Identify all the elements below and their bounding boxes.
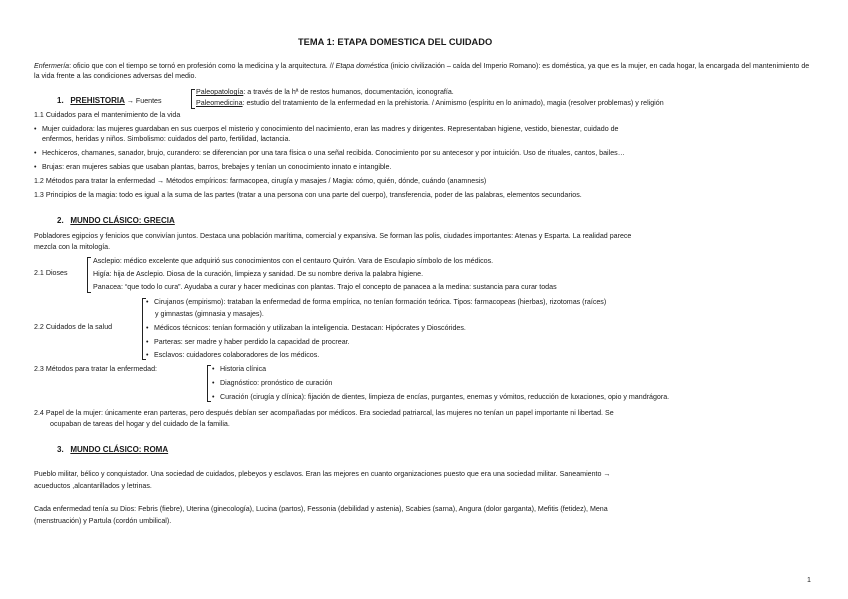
subsection-2-1: 2.1 Dioses (34, 269, 68, 277)
grecia-paragraph-cont: mezcla con la mitología. (34, 243, 111, 251)
dios-asclepio: Asclepio: médico excelente que adquirió sus conocimientos con el centauro Quirón. Vara de Esculapio símbolo de los médicos. (93, 257, 494, 265)
grecia-paragraph: Pobladores egipcios y fenicios que convivían juntos. Destaca una población marítima, comercial y expansiva. Se forman las polis, ciudades importantes: Atenas y Esparta. La realidad parece (34, 232, 632, 240)
metodo-diagnostico: • Diagnóstico: pronóstico de curación (212, 379, 333, 387)
list-item-cont: enfermos, heridas y niños. Simbolismo: cuidados del parto, fertilidad, lactancia. (42, 135, 291, 143)
subsection-2-4-cont: ocupaban de tareas del hogar y del cuidado de la familia. (50, 420, 230, 428)
subsection-2-3: 2.3 Métodos para tratar la enfermedad: (34, 365, 158, 373)
cuidado-cirujanos: • Cirujanos (empirismo): trataban la enfermedad de forma empírica, no tenían formación teórica. Tipos: farmacopeas (hierbas), rizotomas (raíces) (146, 298, 607, 306)
list-item: • Brujas: eran mujeres sabias que usaban plantas, barros, brebajes y tenían un conocimiento innato e intangible. (34, 163, 392, 171)
intro-term: Enfermería (34, 62, 70, 70)
subsection-2-2: 2.2 Cuidados de la salud (34, 323, 113, 331)
subsection-1-1: 1.1 Cuidados para el mantenimiento de la vida (34, 111, 181, 119)
cuidado-medicos: • Médicos técnicos: tenían formación y utilizaban la inteligencia. Destacan: Hipócrates y Dioscórides. (146, 324, 466, 332)
cuidado-cirujanos-cont: y gimnastas (gimnasia y masajes). (155, 310, 264, 318)
roma-dioses-paragraph-cont: (menstruación) y Partula (cordón umbilical). (34, 517, 172, 525)
section-3-heading: 3. MUNDO CLÁSICO: ROMA (57, 445, 169, 454)
dios-panacea: Panacea: “que todo lo cura”. Ayudaba a curar y hacer medicinas con plantas. Trajo el concepto de panacea a la medina: sustancia para curar todas (93, 283, 557, 291)
intro-paragraph: Enfermería: oficio que con el tiempo se tornó en profesión como la medicina y la arquitectura. // Etapa doméstica (inicio civilización – caída del Imperio Romano): es doméstica, ya que es la mujer, en cada hogar, la encargada del mantenimiento de la vida frente a las condiciones adversas del medio. (34, 62, 810, 81)
subsection-1-3: 1.3 Principios de la magia: todo es igual a la suma de las partes (tratar a una persona con una parte del cuerpo), transferencia, poder de las palabras, elementos secundarios. (34, 191, 582, 199)
cuidado-esclavos: • Esclavos: cuidadores colaboradores de los médicos. (146, 351, 320, 359)
fuentes-brace (191, 89, 195, 109)
fuente-paleomedicina: Paleomedicina: estudio del tratamiento de la enfermedad en la prehistoria. / Animismo (espíritu en lo animado), magia (resolver problemas) y religión (196, 99, 664, 107)
metodos-brace (207, 365, 211, 402)
section-2-heading: 2. MUNDO CLÁSICO: GRECIA (57, 216, 175, 225)
page-title: TEMA 1: ETAPA DOMESTICA DEL CUIDADO (298, 37, 493, 47)
roma-paragraph-cont: acueductos ,alcantarillados y letrinas. (34, 482, 152, 490)
metodo-curacion: • Curación (cirugía y clínica): fijación de dientes, limpieza de encías, purgantes, enemas y vómitos, reducción de luxaciones, opio y mandrágora. (212, 393, 670, 401)
cuidado-parteras: • Parteras: ser madre y haber perdido la capacidad de procrear. (146, 338, 350, 346)
fuente-paleopatologia: Paleopatología: a través de la hª de restos humanos, documentación, iconografía. (196, 88, 454, 96)
dios-higia: Higía: hija de Asclepio. Diosa de la curación, limpieza y sanidad. De su nombre deriva la palabra higiene. (93, 270, 424, 278)
section-1-heading: 1. PREHISTORIA → Fuentes (57, 96, 162, 105)
subsection-2-4: 2.4 Papel de la mujer: únicamente eran parteras, pero después debían ser acompañadas por médicos. Era sociedad patriarcal, las mujeres no tenían un papel importante ni libertad. Se (34, 409, 614, 417)
list-item: • Mujer cuidadora: las mujeres guardaban en sus cuerpos el misterio y conocimiento del nacimiento, eran las madres y dirigentes. Representaban higiene, vestido, bienestar, cuidado de (34, 125, 619, 133)
list-item: • Hechiceros, chamanes, sanador, brujo, curandero: se diferencian por una tara física o una señal recibida. Conocimiento por su antecesor y por intuición. Uso de rituales, cantos, bailes… (34, 149, 625, 157)
page-number: 1 (807, 576, 811, 584)
dioses-brace (87, 257, 91, 293)
metodo-historia: • Historia clínica (212, 365, 267, 373)
subsection-1-2: 1.2 Métodos para tratar la enfermedad → Métodos empíricos: farmacopea, cirugía y masajes / Magia: cómo, quién, dónde, cuándo (anamnesis) (34, 177, 487, 185)
roma-dioses-paragraph: Cada enfermedad tenía su Dios: Febris (fiebre), Uterina (ginecología), Lucina (partos), Fessonia (debilidad y astenia), Scabies (sarna), Angura (dolor garganta), Mefitis (fetidez), Mena (34, 505, 608, 513)
roma-paragraph: Pueblo militar, bélico y conquistador. Una sociedad de cuidados, plebeyos y esclavos. Eran las mejores en cuanto organizaciones puesto que era una sociedad militar. Saneamiento → (34, 470, 611, 478)
